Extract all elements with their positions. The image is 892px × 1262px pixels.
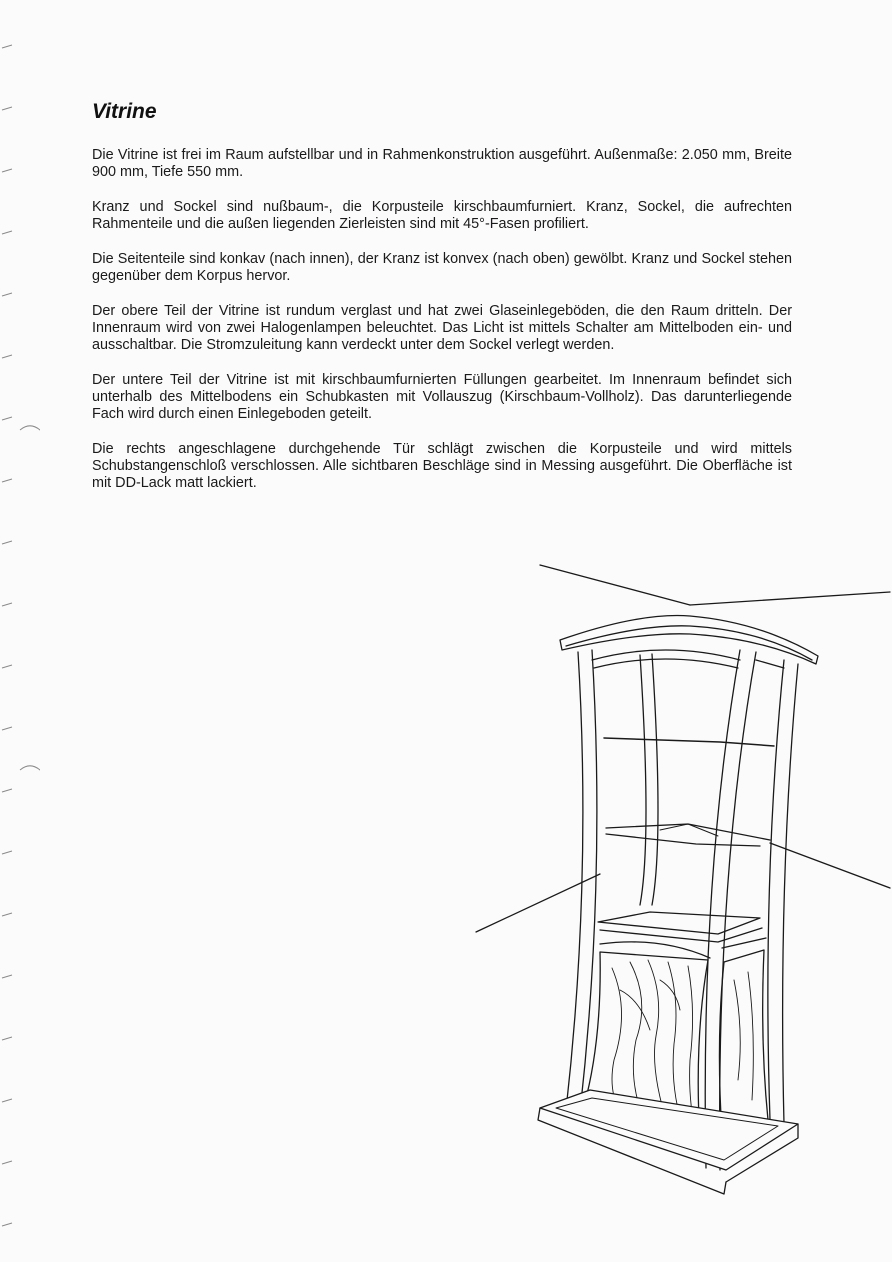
cabinet-crown	[560, 616, 818, 665]
top-rail-side	[756, 660, 784, 668]
post-rear-right	[768, 660, 784, 1120]
punch-hole-arc	[20, 766, 40, 774]
glass-shelf-lower	[606, 834, 760, 846]
binder-mark	[2, 417, 12, 420]
binder-mark	[2, 1099, 12, 1102]
post-front-right	[705, 650, 740, 1168]
binder-mark	[2, 975, 12, 978]
wall-line	[540, 565, 690, 605]
binder-hole-marks	[0, 0, 40, 1262]
binder-mark	[2, 231, 12, 234]
wall-line	[690, 592, 890, 605]
binder-mark	[2, 479, 12, 482]
post-rear-left	[640, 655, 646, 905]
binder-mark	[2, 355, 12, 358]
glass-shelf-upper	[604, 738, 774, 746]
binder-mark	[2, 1037, 12, 1040]
binder-mark	[2, 727, 12, 730]
post-front-left	[566, 652, 583, 1110]
binder-mark	[2, 169, 12, 172]
binder-mark	[2, 293, 12, 296]
document-body	[92, 147, 792, 510]
punch-hole-arc	[20, 426, 40, 434]
document-title: Vitrine	[92, 100, 157, 123]
paragraph-door-finish: Die rechts angeschlagene durchgehende Tür schlägt zwischen die Korpusteile und wird mittels Schubstangenschloß verschlossen. Alle sichtbaren Beschläge sind in Messing ausgeführt. Die Oberfläche ist mit DD-Lack matt lackiert.	[92, 441, 792, 491]
binder-mark	[2, 1223, 12, 1226]
display-cabinet-drawing	[470, 560, 892, 1210]
paragraph-dimensions: Die Vitrine ist frei im Raum aufstellbar und in Rahmenkonstruktion ausgeführt. Außenmaße: 2.050 mm, Breite 900 mm, Tiefe 550 mm.	[92, 147, 792, 180]
binder-mark	[2, 1161, 12, 1164]
post-rear-left	[652, 654, 658, 905]
glass-shelf-lower	[606, 824, 770, 840]
glass-shelf-lower-edge	[660, 824, 718, 836]
binder-mark	[2, 603, 12, 606]
binder-mark	[2, 45, 12, 48]
binder-mark	[2, 541, 12, 544]
floor-line	[770, 843, 890, 888]
paragraph-shape: Die Seitenteile sind konkav (nach innen), der Kranz ist konvex (nach oben) gewölbt. Kranz und Sockel stehen gegenüber dem Korpus hervor.	[92, 251, 792, 284]
drawer-side	[722, 938, 766, 948]
lower-side-panel	[719, 950, 768, 1134]
middle-board	[598, 912, 760, 934]
post-rear-right	[783, 664, 798, 1124]
top-rail	[594, 659, 738, 668]
binder-mark	[2, 665, 12, 668]
binder-mark	[2, 851, 12, 854]
paragraph-upper-part: Der obere Teil der Vitrine ist rundum verglast und hat zwei Glaseinlegeböden, die den Raum dritteln. Der Innenraum wird von zwei Halogenlampen beleuchtet. Das Licht ist mittels Schalter am Mittelboden ein- und ausschaltbar. Die Stromzuleitung kann verdeckt unter dem Sockel verlegt werden.	[92, 303, 792, 353]
post-front-right	[720, 652, 756, 1170]
paragraph-lower-part: Der untere Teil der Vitrine ist mit kirschbaumfurnierten Füllungen gearbeitet. Im Innenraum befindet sich unterhalb des Mittelbodens ein Schubkasten mit Vollauszug (Kirschbaum-Vollholz). Das darunterliegende Fach wird durch einen Einlegeboden geteilt.	[92, 372, 792, 422]
paragraph-materials: Kranz und Sockel sind nußbaum-, die Korpusteile kirschbaumfurniert. Kranz, Sockel, die aufrechten Rahmenteile und die außen liegenden Zierleisten sind mit 45°-Fasen profiliert.	[92, 199, 792, 232]
binder-mark	[2, 789, 12, 792]
binder-mark	[2, 913, 12, 916]
binder-mark	[2, 107, 12, 110]
